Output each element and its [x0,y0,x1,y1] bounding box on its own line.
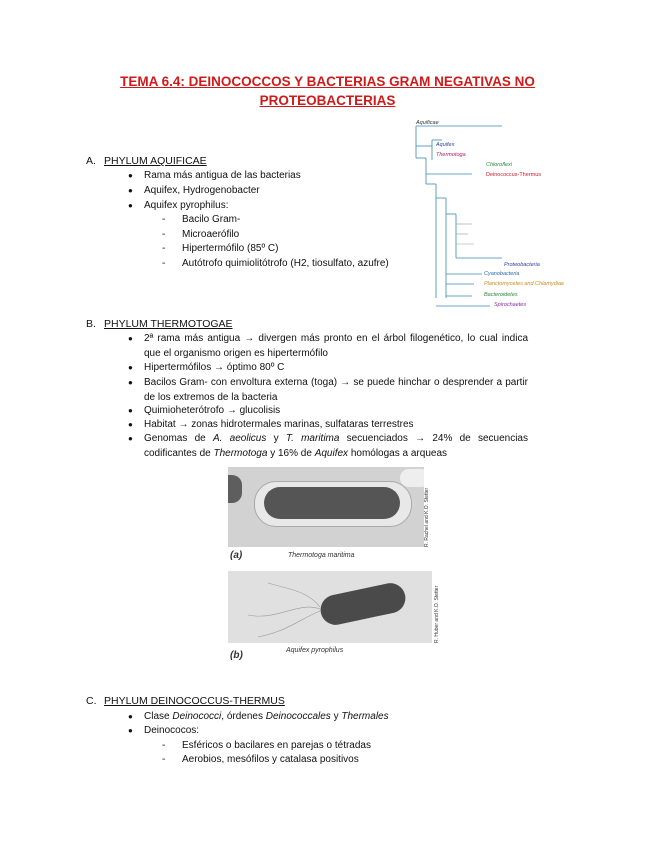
sub-list-item: - Autótrofo quimiolitótrofo (H2, tiosulfato, azufre) [162,258,389,269]
tree-label-cyanobacteria: Cyanobacteria [484,271,520,277]
figure-b-caption: Aquifex pyrophilus [286,647,344,654]
figure-a-caption: Thermotoga maritima [288,552,355,559]
title-line-2: PROTEOBACTERIAS [259,93,396,108]
list-item: ● Rama más antigua de las bacterias [128,170,301,181]
tree-label-aquifex: Aquifex [436,142,455,148]
tree-label-chloroflexi: Chloroflexi [486,162,512,168]
list-item: ● 2ª rama más antigua → divergen más pronto en el árbol filogenético, lo cual indica que el organismo origen es hipertermófilo [128,333,528,359]
list-item: ● Deinococos: [128,725,200,736]
tree-label-thermotoga: Thermotoga [436,152,466,158]
tree-branches [412,118,602,318]
list-item: ● Aquifex pyrophilus: [128,200,229,211]
sub-list-item: - Aerobios, mesófilos y catalasa positivos [162,754,359,765]
tree-label-proteobacteria: Proteobacteria [504,262,540,268]
list-item: ● Hipertermófilos → óptimo 80º C [128,362,285,373]
tree-label-planctomycetes: Planctomycetes and Chlamydiae [484,281,565,287]
list-item: ● Clase Deinococci, órdenes Deinococcales y Thermales [128,711,389,722]
page-title [0,72,655,110]
title-line-1: TEMA 6.4: DEINOCOCCOS Y BACTERIAS GRAM NEGATIVAS NO [120,74,535,89]
figure-b-credit: R. Huber and K.O. Stetter [434,585,440,643]
figure-a-label: (a) [230,550,243,561]
list-item: ● Genomas de A. aeolicus y T. maritima secuenciados → 24% de secuencias codificantes de Thermotoga y 16% de Aquifex homólogas a arqueas [128,433,528,459]
tree-label-deinococcus-thermus: Deinococcus-Thermus [486,172,542,178]
micrograph-aquifex [228,571,432,643]
sub-list-item: - Esféricos o bacilares en parejas o tétradas [162,740,371,751]
sub-list-item: - Hipertermófilo (85º C) [162,243,279,254]
figure-b-label: (b) [230,650,243,661]
sub-list-item: - Bacilo Gram- [162,214,241,225]
list-item: ● Quimioheterótrofo → glucolisis [128,405,281,416]
section-a-heading: A. PHYLUM AQUIFICAE [86,155,207,167]
micrograph-thermotoga [228,467,424,547]
tree-header: Aquificae [416,120,439,126]
section-c-heading: C. PHYLUM DEINOCOCCUS-THERMUS [86,695,285,707]
section-b-heading: B. PHYLUM THERMOTOGAE [86,318,233,330]
tree-label-spirochaetes: Spirochaetes [494,302,527,308]
figure-a-credit: R. Rachel and K.O. Stetter [424,487,430,547]
tree-label-bacteroidetes: Bacteroidetes [484,292,518,298]
list-item: ● Aquifex, Hydrogenobacter [128,185,260,196]
sub-list-item: - Microaerófilo [162,229,240,240]
phylogenetic-tree [412,118,602,318]
list-item: ● Bacilos Gram- con envoltura externa (toga) → se puede hinchar o desprender a partir de los extremos de la bacteria [128,377,528,403]
list-item: ● Habitat → zonas hidrotermales marinas, sulfataras terrestres [128,419,414,430]
